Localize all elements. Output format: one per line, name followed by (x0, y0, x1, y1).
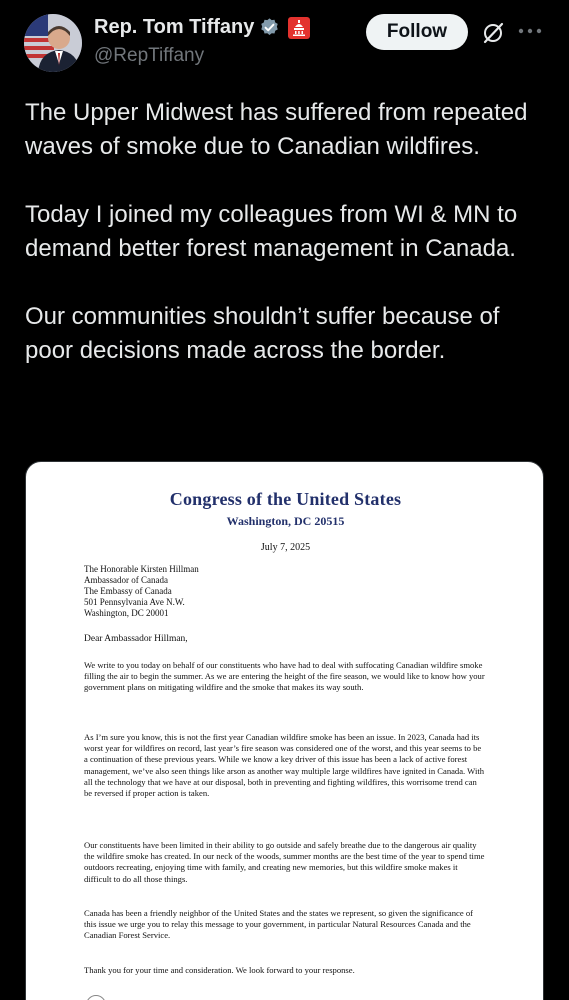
tweet-header (0, 0, 569, 80)
more-dots-icon[interactable] (517, 27, 543, 35)
profile-photo-icon (24, 14, 82, 72)
grok-icon[interactable] (481, 21, 505, 45)
tweet-paragraph: Today I joined my colleagues from WI & MN to demand better forest management in Canada. (25, 201, 518, 262)
address-line: The Embassy of Canada (84, 586, 172, 596)
handle[interactable]: @RepTiffany (94, 45, 205, 66)
letter-paragraph: Thank you for your time and consideration. We look forward to your response. (84, 965, 355, 975)
tweet-paragraph: The Upper Midwest has suffered from repeated waves of smoke due to Canadian wildfires. (25, 99, 528, 160)
signature-mark (86, 995, 106, 1000)
name-row (94, 16, 310, 39)
verified-badge-icon (259, 17, 280, 38)
attached-letter-image[interactable] (25, 461, 544, 1000)
letter-date: July 7, 2025 (260, 542, 311, 553)
address-line: The Honorable Kirsten Hillman (84, 564, 199, 574)
display-name[interactable]: Rep. Tom Tiffany (94, 16, 255, 38)
house-seal-icon[interactable] (288, 17, 310, 39)
letter-paragraph: Canada has been a friendly neighbor of the United States and the states we represent, so given the significance of this issue we urge you to relay this message to your government, in particular Natural Resources Canada and the Canadian Forest Service. (84, 908, 473, 941)
tweet-text (25, 96, 550, 402)
letter-paragraph: Our constituents have been limited in their ability to go outside and safely breathe due to the dangerous air quality the wildfire smoke has created. In our neck of the woods, summer months are the best time of the year to spend time outdoors recreating, enjoying time with family, and creating new memories, but this wildfire smoke makes it difficult to do all those things. (84, 840, 485, 884)
tweet-paragraph: Our communities shouldn’t suffer because of poor decisions made across the border. (25, 303, 500, 364)
capitol-icon (292, 20, 306, 36)
recipient-address (84, 564, 199, 619)
letter-paragraph: As I’m sure you know, this is not the first year Canadian wildfire smoke has been an issue. In 2023, Canada had its worst year for wildfires on record, last year’s fire season was considered one of the worst, and this year seems to be a continuation of these previous years. While we know a key driver of this issue has been a lack of active forest management, we’ve also seen things like arson as another way multiple large wildfires have ignited in Canada. With all the technology that we have at our disposal, both in preventing and fighting wildfires, this worrisome trend can be reversed if proper action is taken. (84, 732, 485, 799)
avatar[interactable] (24, 14, 82, 72)
letter-document (26, 462, 544, 1000)
follow-button[interactable]: Follow (366, 14, 468, 50)
address-line: Ambassador of Canada (84, 575, 168, 585)
salutation: Dear Ambassador Hillman, (84, 634, 188, 644)
address-line: Washington, DC 20001 (84, 608, 169, 618)
address-line: 501 Pennsylvania Ave N.W. (84, 597, 185, 607)
letter-paragraph: We write to you today on behalf of our constituents who have had to deal with suffocating Canadian wildfire smoke filling the air to begin the summer. As we are entering the height of the fire season, we would like to know how your government plans on mitigating wildfire and the smoke that makes its way south. (84, 660, 485, 693)
letterhead-location: Washington, DC 20515 (226, 514, 345, 528)
letterhead-title: Congress of the United States (169, 489, 402, 509)
